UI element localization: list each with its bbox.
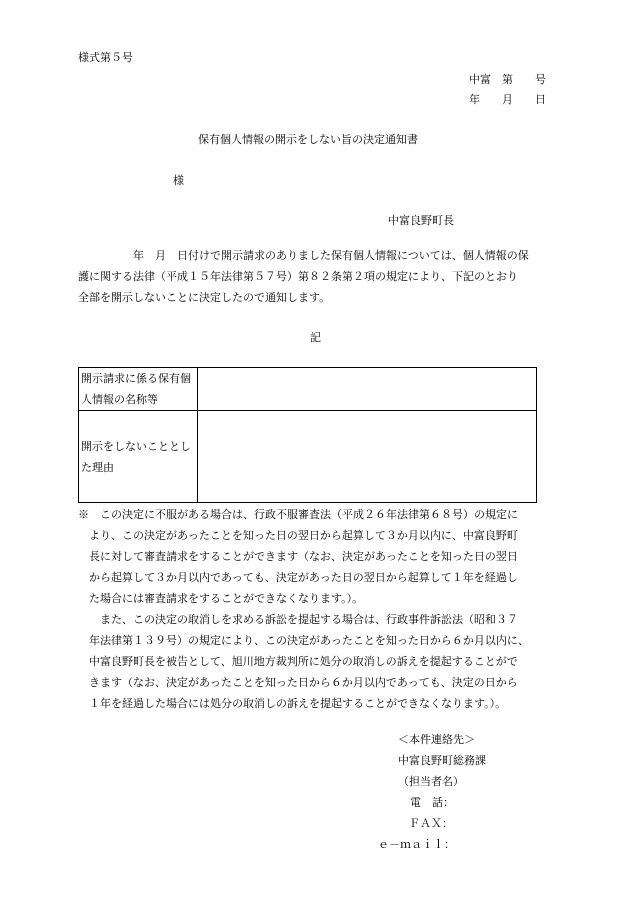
row-label-line: 人情報の名称等 bbox=[81, 393, 158, 406]
note-line: から起算して３か月以内であっても、決定があった日の翌日から起算して１年を経過し bbox=[78, 571, 518, 584]
contact-fax-label: ＦＡＸ： bbox=[409, 817, 453, 830]
form-number: 様式第５号 bbox=[78, 51, 133, 64]
note-line: 中富良野町長を被告として、旭川地方裁判所に処分の取消しの訴えを提起することがで bbox=[78, 655, 518, 668]
page-title: 保有個人情報の開示をしない旨の決定通知書 bbox=[198, 133, 418, 146]
note-line: 長に対して審査請求をすることができます（なお、決定があったことを知った日の翌日 bbox=[78, 550, 518, 563]
table-row bbox=[79, 368, 537, 411]
document-number: 中富 第 号 bbox=[469, 73, 546, 86]
addressee-suffix: 様 bbox=[173, 174, 184, 187]
contact-heading: ＜本件連絡先＞ bbox=[398, 733, 475, 746]
info-table bbox=[78, 367, 537, 503]
row-label bbox=[79, 368, 198, 411]
note-line: また、この決定の取消しを求める訴訟を提起する場合は、行政事件訴訟法（昭和３７ bbox=[78, 613, 518, 626]
note-line: ※ この決定に不服がある場合は、行政不服審査法（平成２６年法律第６８号）の規定に bbox=[78, 508, 518, 521]
row-label-line: 開示請求に係る保有個 bbox=[81, 372, 191, 385]
row-label-line: た理由 bbox=[81, 460, 114, 474]
note-line: 年法律第１３９号）の規定により、この決定があったことを知った日から６か月以内に、 bbox=[78, 634, 529, 647]
note-line: きます（なお、決定があったことを知った日から６か月以内であっても、決定の日から bbox=[78, 676, 518, 689]
row-value[interactable] bbox=[198, 368, 537, 411]
contact-phone-label: 電 話： bbox=[410, 796, 454, 809]
issuer: 中富良野町長 bbox=[388, 214, 454, 227]
contact-department: 中富良野町総務課 bbox=[398, 754, 486, 767]
note-line: た場合には審査請求をすることができなくなります。）。 bbox=[78, 592, 364, 605]
contact-person: （担当者名） bbox=[398, 775, 464, 788]
row-label bbox=[79, 411, 198, 503]
row-value[interactable] bbox=[198, 411, 537, 503]
contact-email-label: ｅ－ｍａｉｌ： bbox=[378, 838, 455, 851]
body-line: 護に関する法律（平成１５年法律第５７号）第８２条第２項の規定により、下記のとおり bbox=[78, 270, 518, 283]
body-line: 全部を開示しないことに決定したので通知します。 bbox=[78, 291, 331, 304]
body-line: 年 月 日付けで開示請求のありました保有個人情報については、個人情報の保 bbox=[78, 249, 529, 262]
note-line: より、この決定があったことを知った日の翌日から起算して３か月以内に、中富良野町 bbox=[78, 529, 518, 542]
document-date: 年 月 日 bbox=[469, 93, 546, 106]
ki-heading: 記 bbox=[310, 331, 321, 344]
note-line: １年を経過した場合には処分の取消しの訴えを提起することができなくなります。）。 bbox=[78, 697, 507, 710]
row-label-line: 開示をしないこととし bbox=[81, 439, 191, 453]
table-row bbox=[79, 411, 537, 503]
